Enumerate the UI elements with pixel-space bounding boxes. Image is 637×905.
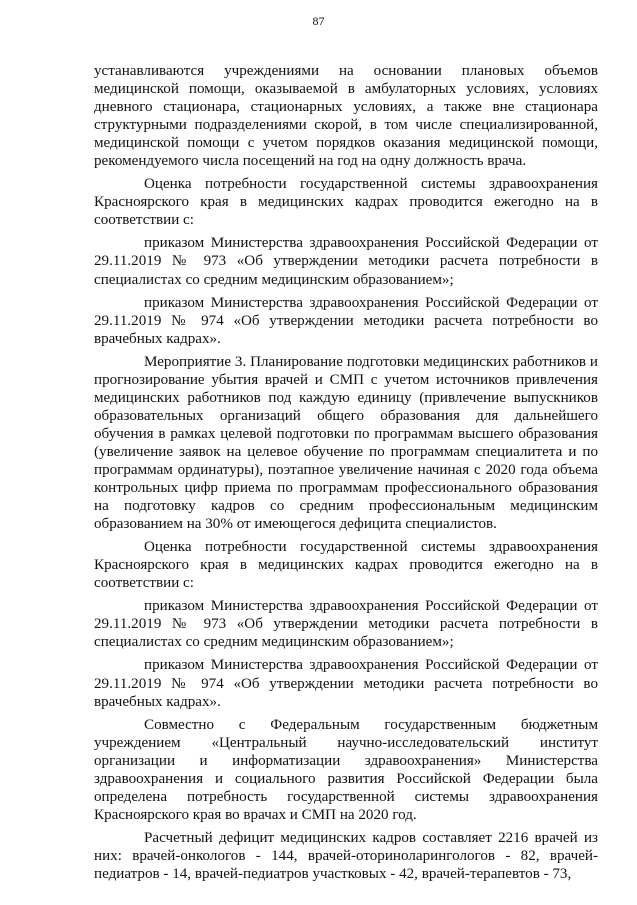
paragraph-2: Оценка потребности государственной системы здравоохранения Красноярского края в медицинских кадрах проводится ежегодно на в соответствии с: — [94, 176, 598, 229]
paragraph-3: приказом Министерства здравоохранения Российской Федерации от 29.11.2019 № 973 «Об утверждении методики расчета потребности в специалистах со средним медицинским образованием»; — [94, 235, 598, 288]
paragraph-1: устанавливаются учреждениями на основании плановых объемов медицинской помощи, оказываемой в амбулаторных условиях, условиях дневного стационара, стационарных условиях, а также вне стационара структурными подразделениями скорой, в том числе специализированной, медицинской помощи с учетом порядков оказания медицинской помощи, рекомендуемого числа посещений на год на одну должность врача. — [94, 63, 598, 170]
paragraph-4: приказом Министерства здравоохранения Российской Федерации от 29.11.2019 № 974 «Об утверждении методики расчета потребности во врачебных кадрах». — [94, 294, 598, 347]
paragraph-5: Мероприятие 3. Планирование подготовки медицинских работников и прогнозирование убытия врачей и СМП с учетом источников привлечения медицинских работников под каждую единицу (привлечение выпускников образовательных организаций общего образования для дальнейшего обучения в рамках целевой подготовки по программам высшего образования (увеличение заявок на целевое обучение по программам специалитета и по программам ординатуры), поэтапное увеличение начиная с 2020 года объема контрольных цифр приема по программам профессионального образования на подготовку кадров со средним профессиональным медицинским образованием на 30% от имеющегося дефицита специалистов. — [94, 353, 598, 533]
paragraph-10: Расчетный дефицит медицинских кадров составляет 2216 врачей из них: врачей-онкологов - 144, врачей-оториноларингологов - 82, врачей-педиатров - 14, врачей-педиатров участковых - 42, врачей-терапевтов - 73, — [94, 829, 598, 882]
document-body — [94, 62, 598, 883]
paragraph-6: Оценка потребности государственной системы здравоохранения Красноярского края в медицинских кадрах проводится ежегодно на в соответствии с: — [94, 539, 598, 592]
paragraph-8: приказом Министерства здравоохранения Российской Федерации от 29.11.2019 № 974 «Об утверждении методики расчета потребности во врачебных кадрах». — [94, 657, 598, 710]
paragraph-7: приказом Министерства здравоохранения Российской Федерации от 29.11.2019 № 973 «Об утверждении методики расчета потребности в специалистах со средним медицинским образованием»; — [94, 598, 598, 651]
paragraph-9: Совместно с Федеральным государственным бюджетным учреждением «Центральный научно-исследовательский институт организации и информатизации здравоохранения» Министерства здравоохранения и социального развития Российской Федерации была определена потребность государственной системы здравоохранения Красноярского края во врачах и СМП на 2020 год. — [94, 716, 598, 823]
page-number: 87 — [312, 14, 325, 28]
